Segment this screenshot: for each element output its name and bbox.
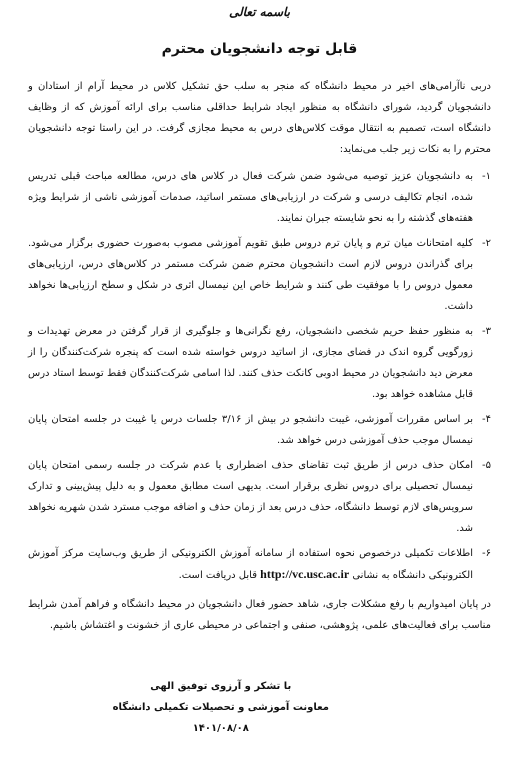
signature-date: ۱۴۰۱/۰۸/۰۸ bbox=[192, 723, 249, 734]
list-item bbox=[28, 233, 491, 317]
item-number: ۳- bbox=[482, 326, 491, 337]
list-item bbox=[28, 455, 491, 539]
invocation-header: باسمه تعالی bbox=[228, 5, 291, 19]
intro-paragraph: دربی ناآرامی‌های اخیر در محیط دانشگاه که منجر به سلب حق تشکیل کلاس در محیط آرام از استادان و دانشجویان گردید، شورای دانشگاه به منظور ایجاد شرایط حداقلی مناسب برای ارائه آموزش که از وظایف دانشگاه است، تصمیم به انتقال موقت کلاس‌های درس به محیط مجازی گرفت. در این راستا توجه دانشجویان محترم را به نکات زیر جلب می‌نماید: bbox=[28, 81, 491, 155]
item-text: به منظور حفظ حریم شخصی دانشجویان، رفع نگرانی‌ها و جلوگیری از قرار گرفتن در معرض تهدیدات و زورگویی گروه اندک در فضای مجازی، از اساتید دروس خواسته شده است که پنجره شرکت‌کنندگان را از معرض دید دانشجویان در محیط ادوبی کانکت حذف کنند. لذا اسامی شرکت‌کنندگان فقط توسط استاد درس قابل مشاهده خواهد بود. bbox=[28, 326, 473, 400]
signature-block bbox=[113, 676, 329, 739]
notice-list bbox=[28, 166, 491, 586]
item-text-before-url: اطلاعات تکمیلی درخصوص نحوه استفاده از سامانه آموزش الکترونیکی از طریق وب‌سایت مرکز آموزش الکترونیکی دانشگاه به نشانی bbox=[28, 548, 473, 581]
page-title: قابل توجه دانشجویان محترم bbox=[161, 41, 358, 57]
item-text: به دانشجویان عزیز توصیه می‌شود ضمن شرکت فعال در کلاس های درس، مطالعه مباحث قبلی تدریس شده، انجام تکالیف درسی و شرکت در ارزیابی‌های مستمر اساتید، صدمات آموزشی ناشی از شرایط ویژه هفته‌های گذشته را به نحو شایسته جبران نمایند. bbox=[28, 171, 473, 224]
signature-greeting: با تشکر و آرزوی توفیق الهی bbox=[150, 681, 292, 692]
item-text bbox=[28, 543, 473, 586]
item-text-after-url: قابل دریافت است. bbox=[178, 570, 261, 581]
list-item bbox=[28, 409, 491, 451]
list-item bbox=[28, 166, 491, 229]
item-number: ۴- bbox=[482, 414, 491, 425]
item-text: کلیه امتحانات میان ترم و پایان ترم دروس طبق تقویم آموزشی مصوب به‌صورت حضوری برگزار می‌شود. برای گذراندن دروس لازم است دانشجویان محترم ضمن شرکت مستمر در کلاس‌های درس، ارزیابی‌های معمول دروس را با موفقیت طی کنند و شرایط خاص این نیمسال اثری در شکل و سطح ارزیابی‌ها نخواهد داشت. bbox=[28, 238, 473, 312]
website-url[interactable]: http://vc.usc.ac.ir bbox=[260, 567, 350, 581]
signature-office: معاونت آموزشی و تحصیلات تکمیلی دانشگاه bbox=[112, 702, 329, 713]
list-item bbox=[28, 543, 491, 586]
item-number: ۵- bbox=[482, 460, 491, 471]
item-text: امکان حذف درس از طریق ثبت تقاضای حذف اضطراری یا عدم شرکت در جلسه رسمی امتحان پایان نیمسال تحصیلی برای دروس نظری برقرار است. بدیهی است مطابق معمول و به دلیل پیش‌بینی و تدارک سرویس‌های لازم توسط دانشگاه، حذف درس بعد از زمان حذف و اضافه موجب مسترد شدن شهریه نخواهد شد. bbox=[28, 460, 473, 534]
item-number: ۱- bbox=[482, 171, 491, 182]
closing-paragraph: در پایان امیدواریم با رفع مشکلات جاری، شاهد حضور فعال دانشجویان در محیط دانشگاه و فراهم آمدن شرایط مناسب برای فعالیت‌های علمی، پژوهشی، صنفی و اجتماعی در محیطی عاری از خشونت و اغتشاش باشیم. bbox=[28, 599, 491, 631]
item-number: ۶- bbox=[482, 548, 491, 559]
item-text: بر اساس مقررات آموزشی، غیبت دانشجو در بیش از ۳/۱۶ جلسات درس یا غیبت در جلسه امتحان پایان نیمسال موجب حذف آموزشی درس خواهد شد. bbox=[28, 414, 473, 446]
list-item bbox=[28, 321, 491, 405]
item-number: ۲- bbox=[482, 238, 491, 249]
